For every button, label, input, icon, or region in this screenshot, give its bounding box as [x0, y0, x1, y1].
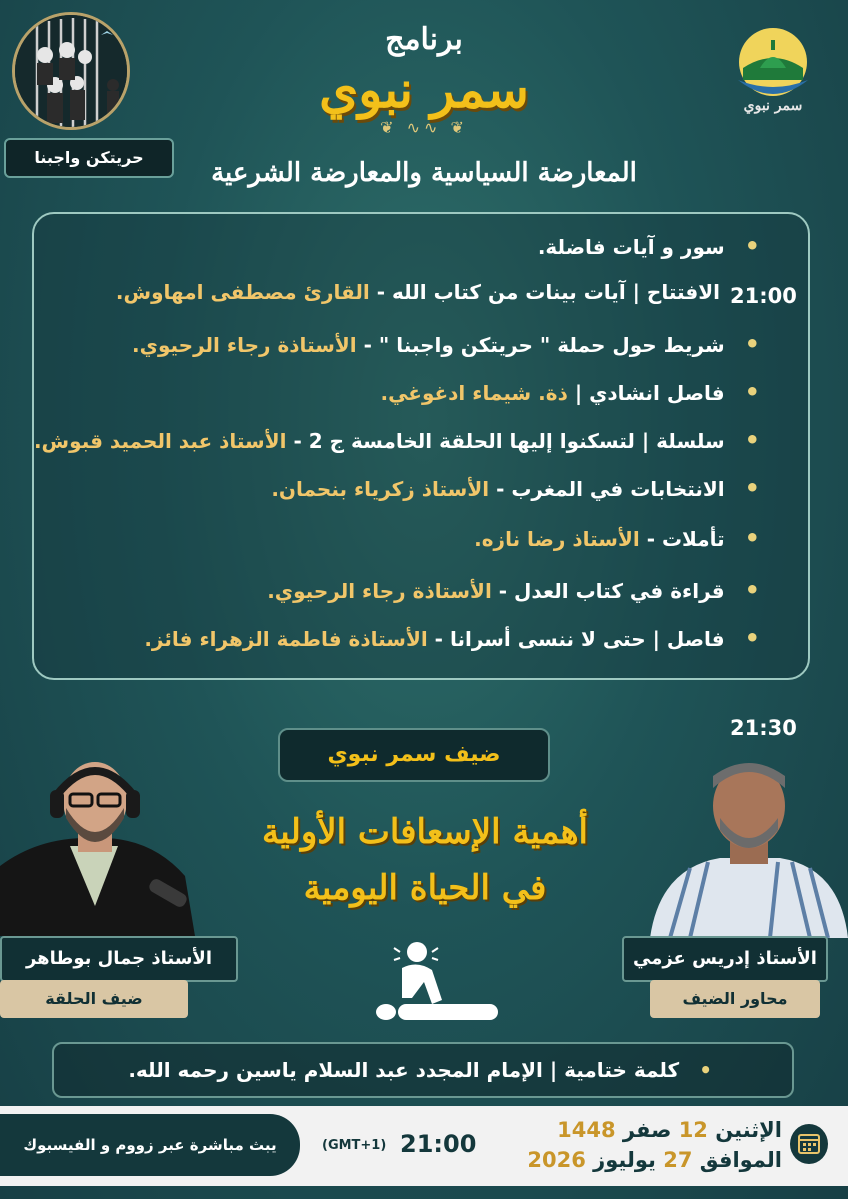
program-item: الافتتاح | آيات بينات من كتاب الله - القارئ مصطفى امهاوش. — [115, 280, 720, 304]
program-item: •سور و آيات فاضلة. — [537, 232, 760, 260]
logo-text: سمر نبوي — [743, 98, 803, 114]
bullet-icon: • — [744, 524, 760, 552]
program-item: •قراءة في كتاب العدل - الأستاذة رجاء الرحيوي. — [267, 576, 760, 604]
bullet-icon: • — [699, 1058, 712, 1082]
program-label: برنامج — [385, 22, 463, 57]
guest-section-title: ضيف سمر نبوي — [278, 728, 550, 782]
program-item: •شريط حول حملة " حريتكن واجبنا " - الأستاذة رجاء الرحيوي. — [132, 330, 760, 358]
ornament-divider: ❦ ∿∿ ❦ — [380, 118, 468, 137]
broadcast-note: يبث مباشرة عبر زووم و الفيسبوك — [0, 1114, 300, 1176]
guest-photo — [0, 756, 200, 936]
bullet-icon: • — [744, 330, 760, 358]
program-logo — [718, 18, 828, 118]
topic-line-1: أهمية الإسعافات الأولية — [261, 812, 588, 852]
program-item: •تأملات - الأستاذ رضا نازه. — [474, 524, 760, 552]
gregorian-date: الموافق 27 يوليوز 2026 — [527, 1148, 782, 1172]
bullet-icon: • — [744, 378, 760, 406]
program-time: 21:00 — [730, 284, 797, 308]
program-item: •فاصل انشادي | ذة. شيماء ادغوغي. — [380, 378, 760, 406]
bullet-icon: • — [744, 426, 760, 454]
footer-time: 21:00 — [400, 1130, 477, 1158]
bullet-icon: • — [744, 232, 760, 260]
calendar-icon — [790, 1124, 828, 1164]
program-item: •الانتخابات في المغرب - الأستاذ زكرياء بنحمان. — [271, 474, 760, 502]
guest-role-tag: ضيف الحلقة — [0, 980, 188, 1018]
host-photo — [650, 758, 848, 938]
bullet-icon: • — [744, 474, 760, 502]
cpr-icon — [372, 938, 502, 1030]
bullet-icon: • — [744, 624, 760, 652]
topic-line-2: في الحياة اليومية — [303, 868, 547, 908]
episode-subtitle: المعارضة السياسية والمعارضة الشرعية — [211, 158, 637, 188]
campaign-tag: حريتكن واجبنا — [4, 138, 174, 178]
guest-name-tag: الأستاذ جمال بوطاهر — [0, 936, 238, 982]
timezone-label: (GMT+1) — [322, 1138, 387, 1153]
guest-time: 21:30 — [730, 716, 797, 740]
program-name: سمر نبوي — [319, 60, 529, 119]
host-role-tag: محاور الضيف — [650, 980, 820, 1018]
program-item: •فاصل | حتى لا ننسى أسرانا - الأستاذة فاطمة الزهراء فائز. — [144, 624, 760, 652]
closing-remark: •كلمة ختامية | الإمام المجدد عبد السلام ياسين رحمه الله. — [52, 1042, 794, 1098]
campaign-image — [12, 12, 130, 130]
bullet-icon: • — [744, 576, 760, 604]
program-item: •سلسلة | لتسكنوا إليها الحلقة الخامسة ج 2 - الأستاذ عبد الحميد قبوش. — [33, 426, 760, 454]
host-name-tag: الأستاذ إدريس عزمي — [622, 936, 828, 982]
hijri-date: الإثنين 12 صفر 1448 — [557, 1118, 782, 1142]
